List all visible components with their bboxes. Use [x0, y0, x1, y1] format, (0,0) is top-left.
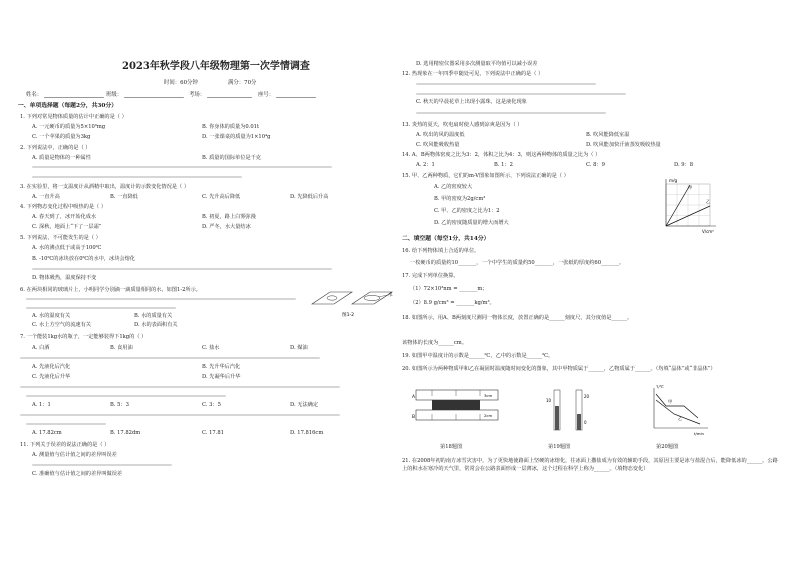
q6-stem-continued-unreadable [26, 298, 296, 300]
q18-stem: 18. 如图所示，用A、B两刻度尺测同一物体长度，放置正确的是______刻度尺，其分度值是______。 [402, 315, 633, 321]
measured-object [432, 400, 480, 410]
q4-option-a[interactable]: A. 春天到了，冰开始化成水 [32, 214, 97, 220]
exam-time: 时间：60分钟 [164, 80, 198, 86]
q12-option-a-unreadable[interactable] [416, 83, 596, 85]
thermometer-label-10: 10 [546, 398, 552, 403]
q6-option-c[interactable]: C. 水上方空气的流速有关 [32, 322, 91, 328]
q1-option-a[interactable]: A. 一元硬币的质量为5×10³mg [32, 124, 106, 130]
graph20-temp-label: T/℃ [656, 384, 664, 389]
graph-m-label: m/g [669, 178, 678, 183]
q8-stem-unreadable [20, 357, 320, 359]
q20-stem: 20. 如图所示为两种物质甲和乙在凝固时温度随时间变化的图象，其中甲物质属于______，乙物质属于______。（均填“晶体”或“非晶体”） [402, 366, 716, 372]
q9-option-d[interactable]: D. 无法确定 [290, 402, 319, 408]
thermometer-jia-liquid [555, 406, 559, 430]
figure-19-caption: 第19题图 [548, 444, 571, 450]
class-blank[interactable] [124, 97, 184, 98]
ruler-b-label: B [412, 415, 416, 420]
q9-stem-unreadable [20, 386, 340, 388]
thermometer-label-20: 20 [584, 394, 590, 399]
q3-option-c[interactable]: C. 先升高后降低 [202, 194, 241, 200]
q15-option-a[interactable]: A. 乙的密度较大 [434, 184, 473, 190]
ruler-a-3cm: 3cm [484, 393, 493, 398]
q17-stem: 17. 完成下列单位换算。 [402, 273, 459, 279]
q15-option-b[interactable]: B. 甲的密度为2g/cm³ [434, 196, 486, 202]
thermometer-label-0: 0 [584, 420, 587, 425]
q1-option-d[interactable]: D. 一张课桌的质量为1×10⁴g [202, 134, 271, 140]
name-label: 姓名： [26, 92, 43, 98]
q13-option-b[interactable]: B. 吹风能降低室温 [586, 132, 630, 138]
q3-stem: 3. 在实验里，将一支温度计从酒精中取出，温度计的示数变化情况是（ ） [20, 184, 190, 190]
figure-1-2-caption: 图1-2 [342, 313, 355, 318]
q12-stem: 12. 热现象在一年四季中随处可见，下列说法中正确的是（ ） [402, 71, 544, 77]
q2-option-b[interactable]: B. 质量的国际单位是千克 [202, 155, 261, 161]
q8-option-d[interactable]: D. 先凝华后升华 [202, 374, 241, 380]
q5-option-a[interactable]: A. 水的沸点低于或高于100℃ [32, 245, 102, 251]
q15-m-v-graph [660, 176, 724, 238]
left-column [14, 0, 397, 562]
q10-stem-continued-unreadable [26, 423, 106, 425]
q5-stem: 5. 下列说法，不可能发生的是（ ） [20, 235, 101, 241]
q11-option-c[interactable]: C. 准确值与估计值之间的差异叫做误差 [32, 471, 123, 477]
q13-stem: 13. 炎热的夏天，吹电扇时使人感到凉爽是因为（ ） [402, 122, 523, 128]
q7-option-c[interactable]: C. 盐水 [202, 345, 220, 351]
right-column [398, 0, 781, 562]
q7-option-d[interactable]: D. 煤油 [290, 345, 308, 351]
q2-option-a[interactable]: A. 质量是物体的一种属性 [32, 155, 91, 161]
exam-room-blank[interactable] [207, 97, 252, 98]
q12-option-c[interactable]: C. 秋天的早晨花草上出现小露珠，这是液化现象 [416, 99, 527, 105]
q13-option-a[interactable]: A. 吹出的风的温度低 [416, 132, 465, 138]
q14-option-d[interactable]: D. 9：8 [674, 162, 694, 168]
q11-option-b-unreadable[interactable] [32, 464, 172, 466]
exam-title: 2023年秋学段八年级物理第一次学情调查 [122, 61, 310, 72]
ruler-a-label: A [412, 395, 416, 400]
q10-option-a[interactable]: A. 17.82cm [32, 430, 62, 436]
q6-option-d[interactable]: D. 水的表面积有关 [134, 322, 178, 328]
graph-jia-label: 甲 [688, 185, 693, 190]
q14-stem: 14. A、B两物体密度之比为3：2，体积之比为4：3，则这两种物体的质量之比为（ ） [402, 152, 601, 158]
q21-stem[interactable]: 21. 在2008年初的南方冰雪灾害中，为了更快地使路面上坚硬的冰熔化，往冰面上撒盐成为有效的辅助手段，其原因主要是冰与盐混合后，能降低冰的______。公路上的积水在寒冷的天气里，常常会在公路表面形成一层薄冰，这个过程在科学上称为______。（填物态变化） [402, 458, 778, 472]
exam-room-label: 考场： [189, 92, 206, 98]
q6-stem: 6. 在两块相同的玻璃片上，小明同学分别滴一滴质量相同的水，如图1-2所示。 [20, 287, 201, 293]
q6-option-b[interactable]: B. 水的质量有关 [134, 313, 173, 319]
q14-option-a[interactable]: A. 2：1 [416, 162, 435, 168]
q15-stem: 15. 甲、乙两种物质，它们的m-V图象如图所示，下列说法正确的是（ ） [402, 173, 569, 179]
q9-option-b[interactable]: B. 5：3 [110, 402, 129, 408]
section-1-heading: 一、单项选择题（每题2分，共30分） [18, 103, 118, 109]
q4-option-c[interactable]: C. 深秋，地面上“下了一层霜” [32, 224, 102, 230]
q3-option-d[interactable]: D. 先降低后升高 [290, 194, 329, 200]
q5-option-b[interactable]: B. -10℃的冰块放在0℃的水中，冰块会熔化 [32, 256, 135, 262]
q10-option-c[interactable]: C. 17.81 [202, 430, 224, 436]
seat-blank[interactable] [276, 97, 316, 98]
graph20-curve-jia [656, 394, 698, 418]
q2-option-c-unreadable[interactable] [32, 166, 332, 168]
q8-option-b[interactable]: B. 先升华后汽化 [202, 364, 241, 370]
section-2-heading: 二、填空题（每空1分，共14分） [402, 236, 490, 242]
q11-stem: 11. 下列关于误差的说法正确的是（ ） [20, 442, 110, 448]
class-label: 班级： [106, 92, 123, 98]
q7-option-a[interactable]: A. 白酒 [32, 345, 50, 351]
q9-option-a[interactable]: A. 1：1 [32, 402, 51, 408]
q6-stem-continued-unreadable-2 [26, 307, 176, 309]
graph20-time-label: t/min [694, 431, 704, 436]
q5-option-c-unreadable[interactable] [32, 268, 332, 270]
q7-option-b[interactable]: B. 食用油 [110, 345, 133, 351]
graph-yi-label: 乙 [706, 199, 711, 204]
q14-option-b[interactable]: B. 1：2 [494, 162, 513, 168]
q1-stem: 1. 下列对常见物体质量的估计中正确的是（ ） [20, 114, 127, 120]
q15-option-c[interactable]: C. 甲、乙的密度之比为1：2 [434, 208, 500, 214]
q9-option-c[interactable]: C. 3：5 [202, 402, 221, 408]
figure-19-thermometers [540, 384, 600, 438]
q5-option-d[interactable]: D. 物体吸热，温度保持不变 [32, 275, 97, 281]
q12-option-b-unreadable[interactable] [416, 93, 626, 95]
q7-stem: 7. 一个能装1kg水的瓶子，一定能够装得下1kg的（ ） [20, 334, 147, 340]
q11-option-d[interactable]: D. 选用精密仪器采用多次测量取平均值可以减小误差 [416, 61, 538, 67]
q17-item-1[interactable]: （1）72×10³nm = _______m； [410, 286, 488, 292]
q10-stem-unreadable [20, 414, 340, 416]
q18-length-blank[interactable]: 该物体的长度为______cm。 [402, 340, 467, 346]
q4-stem: 4. 下列物态变化过程中吸热的是（ ） [20, 204, 107, 210]
figure-18-caption: 第18题图 [440, 444, 463, 450]
graph20-jia-label: 甲 [668, 399, 673, 404]
q1-option-b[interactable]: B. 你身体的质量为0.01t [202, 124, 260, 130]
graph-v-label: V/cm³ [702, 229, 714, 234]
q12-option-d-unreadable[interactable] [416, 112, 606, 114]
q13-option-c[interactable]: C. 吹风能吸收热量 [416, 142, 460, 148]
exam-score: 满分：70分 [228, 80, 257, 86]
q17-item-2[interactable]: （2）8.9 g/cm³ = _______kg/m³。 [410, 300, 495, 306]
name-blank[interactable] [44, 97, 104, 98]
q10-option-b[interactable]: B. 17.82dm [110, 430, 141, 436]
q16-stem: 16. 给下列物体填上合适的单位。 [402, 248, 480, 254]
figure-18-rulers [412, 384, 506, 434]
figure-water-label: 水 [388, 293, 393, 298]
q4-option-d[interactable]: D. 严冬，水大量结冰 [202, 224, 251, 230]
seat-label: 座号： [258, 92, 275, 98]
q1-option-c[interactable]: C. 一个苹果的质量为3kg [32, 134, 91, 140]
q16-blanks[interactable]: 一枚硬币的质量约10_______，一个中学生的质量约50_______，一张纸的厚度约60_______。 [410, 260, 625, 266]
figure-20-solidification-graph [644, 384, 714, 438]
figure-20-caption: 第20题图 [656, 444, 679, 450]
q15-option-d[interactable]: D. 乙的密度随质量的增大而增大 [434, 220, 509, 226]
q8-option-a[interactable]: A. 先液化后汽化 [32, 364, 71, 370]
q2-stem: 2. 下列说法中，正确的是（ ） [20, 145, 91, 151]
q9-stem-continued-unreadable [26, 395, 226, 397]
figure-1-2-glass-plates [308, 284, 394, 320]
ruler-b-2cm: 2cm [484, 413, 493, 418]
q14-option-c[interactable]: C. 8：9 [586, 162, 605, 168]
q11-option-a[interactable]: A. 测量值与估计值之间的差异叫误差 [32, 452, 117, 458]
glass-plate-left [312, 292, 352, 304]
q3-option-a[interactable]: A. 一直升高 [32, 194, 60, 200]
q19-stem: 19. 如图甲中温度计的示数是______℃，乙中的示数是______℃。 [402, 353, 554, 359]
graph20-yi-label: 乙 [678, 416, 683, 421]
q10-option-d[interactable]: D. 17.816cm [290, 430, 324, 436]
q13-option-d[interactable]: D. 吹风能加快汗液蒸发吸收热量 [586, 142, 661, 148]
glass-plate-right [352, 292, 392, 304]
q2-option-d-unreadable[interactable] [32, 176, 242, 178]
q6-option-a[interactable]: A. 水的温度有关 [32, 313, 71, 319]
thermometer-yi-liquid [577, 414, 581, 430]
q8-option-c[interactable]: C. 先液化后升华 [32, 374, 71, 380]
q3-option-b[interactable]: B. 一直降低 [110, 194, 138, 200]
q4-option-b[interactable]: B. 初夏，路上白雾弥漫 [202, 214, 256, 220]
